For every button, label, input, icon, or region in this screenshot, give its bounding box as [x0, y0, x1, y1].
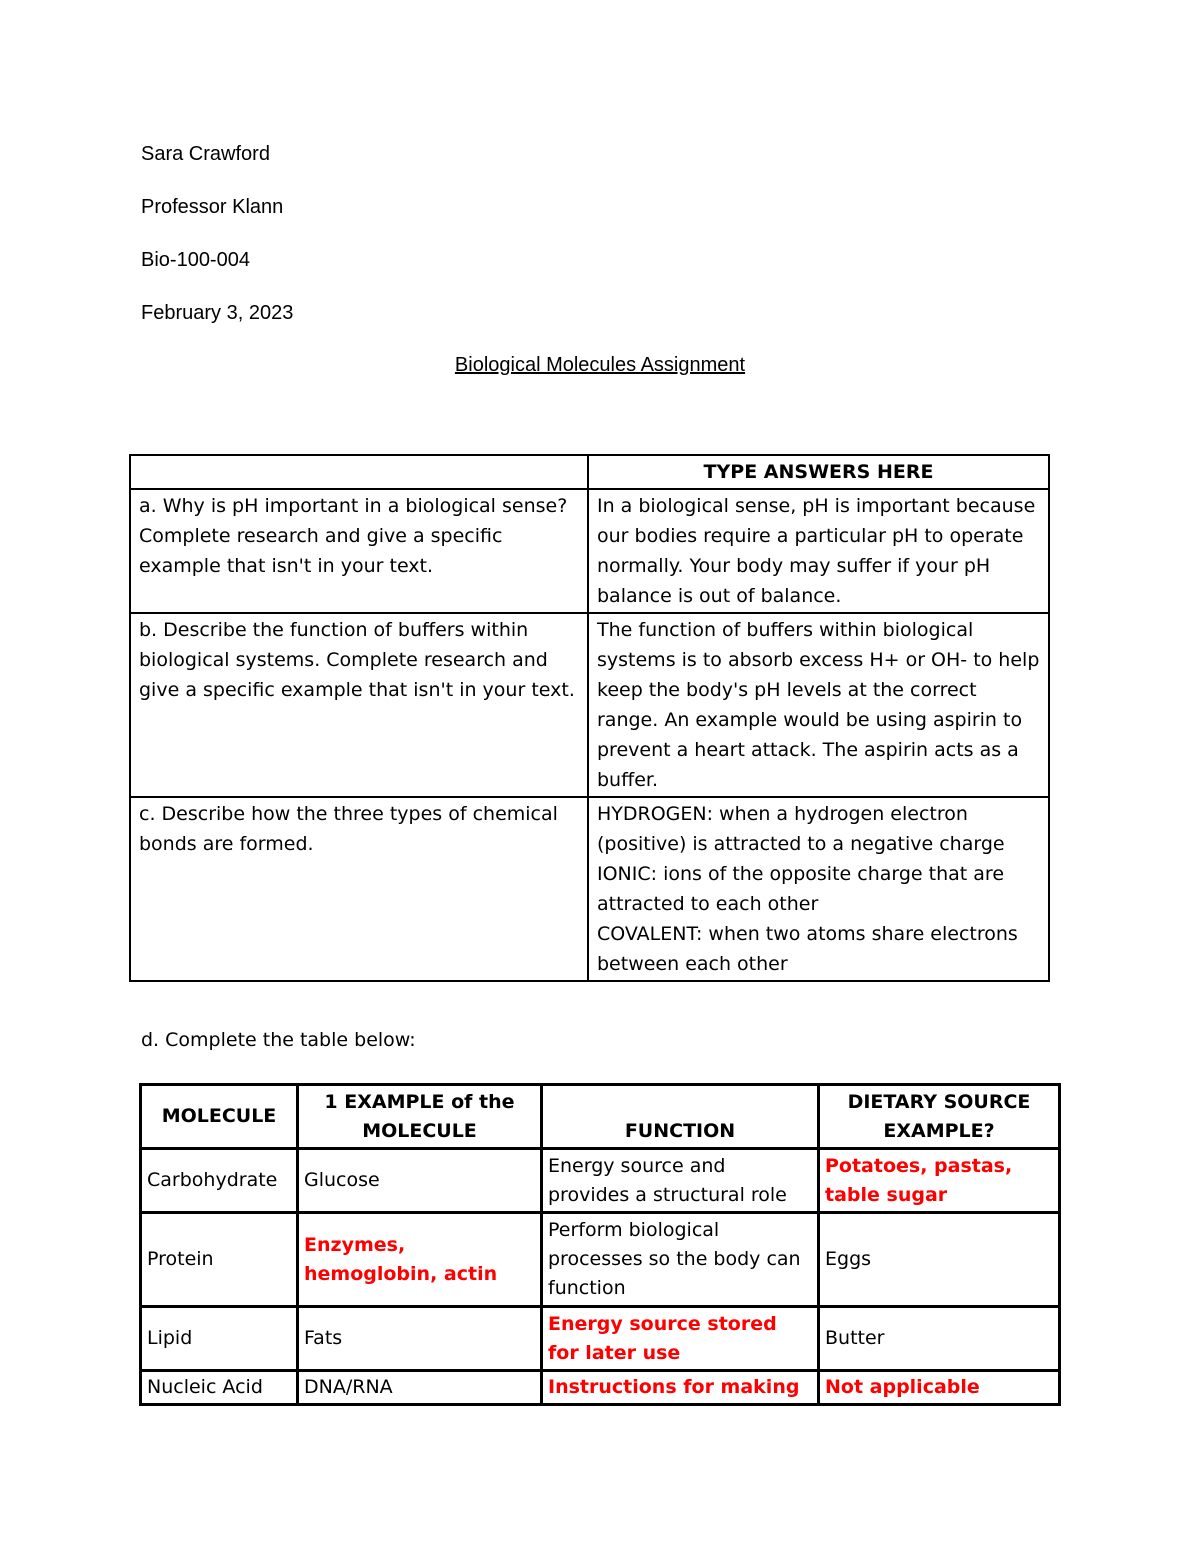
molecule-function[interactable]: Perform biological processes so the body can function [542, 1213, 819, 1307]
answer-c[interactable] [588, 797, 1049, 981]
answer-c-ionic: IONIC: ions of the opposite charge that are attracted to each other [597, 863, 1005, 915]
molecule-source[interactable]: Not applicable [819, 1371, 1060, 1405]
professor-name: Professor Klann [141, 196, 284, 218]
col-header-example: 1 EXAMPLE of the MOLECULE [298, 1085, 542, 1149]
molecule-function[interactable]: Instructions for making [542, 1371, 819, 1405]
molecule-name: Carbohydrate [141, 1149, 298, 1213]
qa-header-row [130, 455, 1049, 489]
table-row [141, 1307, 1060, 1371]
question-c: c. Describe how the three types of chemical bonds are formed. [130, 797, 588, 981]
answer-c-hydrogen: HYDROGEN: when a hydrogen electron (positive) is attracted to a negative charge [597, 803, 1005, 855]
molecule-example[interactable]: Enzymes, hemoglobin, actin [298, 1213, 542, 1307]
molecule-function[interactable]: Energy source and provides a structural role [542, 1149, 819, 1213]
molecule-example[interactable]: DNA/RNA [298, 1371, 542, 1405]
section-d-label: d. Complete the table below: [141, 1029, 416, 1051]
molecule-source[interactable]: Eggs [819, 1213, 1060, 1307]
page-title: Biological Molecules Assignment [454, 354, 746, 376]
col-header-molecule: MOLECULE [141, 1085, 298, 1149]
col-header-function: FUNCTION [542, 1085, 819, 1149]
qa-row [130, 489, 1049, 613]
qa-row [130, 613, 1049, 797]
molecule-source[interactable]: Potatoes, pastas, table sugar [819, 1149, 1060, 1213]
molecule-table [139, 1083, 1061, 1406]
answer-column-header: TYPE ANSWERS HERE [588, 455, 1049, 489]
answer-b[interactable]: The function of buffers within biological systems is to absorb excess H+ or OH- to help keep the body's pH levels at the correct range. An example would be using aspirin to prevent a heart attack. The aspirin acts as a buffer. [588, 613, 1049, 797]
course-code: Bio-100-004 [141, 249, 250, 271]
table-row [141, 1149, 1060, 1213]
molecule-source[interactable]: Butter [819, 1307, 1060, 1371]
student-name: Sara Crawford [141, 143, 270, 165]
molecule-example[interactable]: Glucose [298, 1149, 542, 1213]
molecule-header-row [141, 1085, 1060, 1149]
answer-a[interactable]: In a biological sense, pH is important because our bodies require a particular pH to operate normally. Your body may suffer if your pH balance is out of balance. [588, 489, 1049, 613]
col-header-dietary-source: DIETARY SOURCE EXAMPLE? [819, 1085, 1060, 1149]
molecule-name: Lipid [141, 1307, 298, 1371]
molecule-name: Protein [141, 1213, 298, 1307]
assignment-date: February 3, 2023 [141, 302, 294, 324]
question-b: b. Describe the function of buffers within biological systems. Complete research and give a specific example that isn't in your text. [130, 613, 588, 797]
molecule-name: Nucleic Acid [141, 1371, 298, 1405]
molecule-example[interactable]: Fats [298, 1307, 542, 1371]
answer-c-covalent: COVALENT: when two atoms share electrons between each other [597, 923, 1018, 975]
table-row [141, 1213, 1060, 1307]
qa-row [130, 797, 1049, 981]
molecule-function[interactable]: Energy source stored for later use [542, 1307, 819, 1371]
qa-table [129, 454, 1050, 982]
table-row [141, 1371, 1060, 1405]
qa-header-blank [130, 455, 588, 489]
question-a: a. Why is pH important in a biological sense? Complete research and give a specific example that isn't in your text. [130, 489, 588, 613]
